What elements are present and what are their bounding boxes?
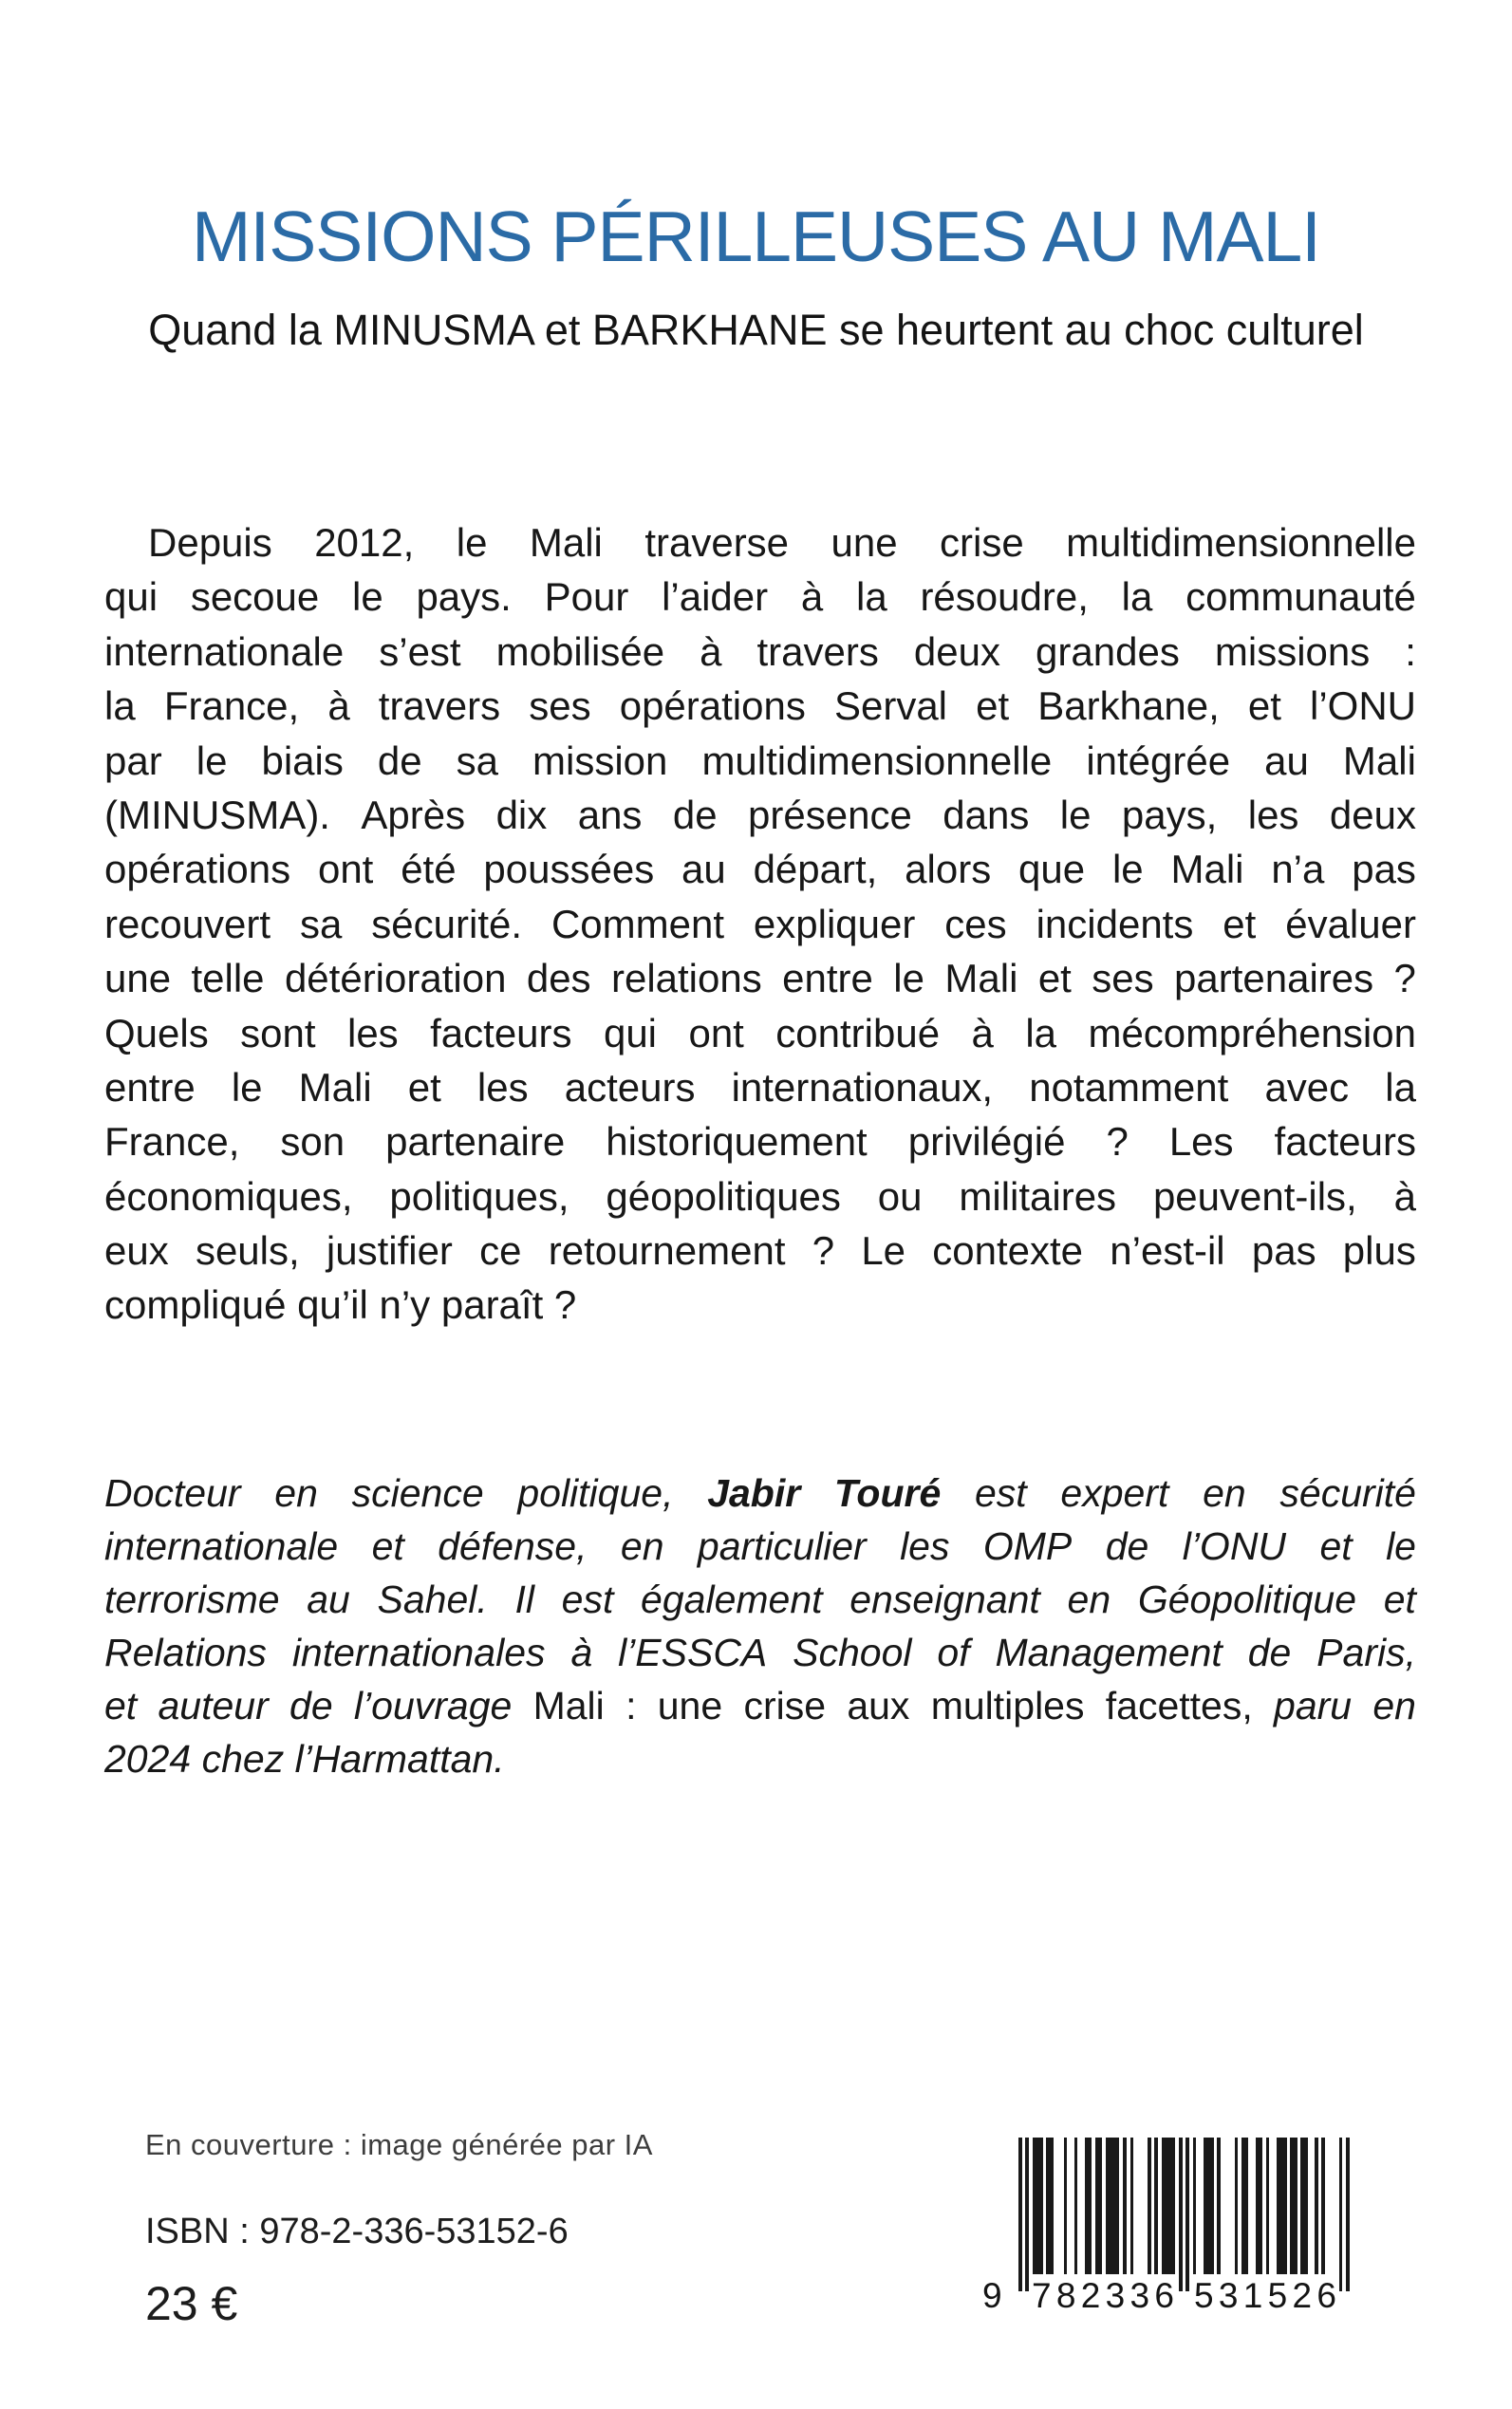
word: Pour [544, 574, 629, 620]
word: dans [943, 792, 1030, 837]
word: science [351, 1471, 484, 1515]
word: une [831, 520, 898, 565]
word: crise [940, 520, 1024, 565]
word: mécompréhension [1088, 1010, 1416, 1055]
word: (MINUSMA). [104, 792, 330, 837]
word: n’a [1271, 847, 1325, 892]
word: partenaires [1174, 956, 1374, 1001]
word: relations [610, 956, 762, 1001]
word: sont [240, 1010, 316, 1055]
word: des [526, 956, 591, 1001]
word: à [570, 1631, 593, 1674]
author-bio-paragraph [104, 1471, 1416, 1790]
word: ces [944, 901, 1007, 946]
word: Depuis [148, 520, 272, 565]
word: acteurs [564, 1064, 696, 1110]
word: le [1111, 847, 1144, 892]
word: OMP [982, 1524, 1073, 1568]
word: mission [532, 738, 668, 783]
text-line [104, 629, 1416, 683]
word: alors [905, 847, 992, 892]
word: le [352, 574, 383, 620]
word: facteurs [1274, 1119, 1416, 1165]
word: est [561, 1578, 614, 1621]
word: Géopolitique [1137, 1578, 1357, 1621]
word: de [1247, 1631, 1292, 1674]
word: le [456, 520, 488, 565]
word: grandes [1036, 628, 1180, 674]
word: le [196, 738, 228, 783]
word: évaluer [1285, 901, 1416, 946]
word: à [971, 1010, 994, 1055]
word: détérioration [284, 956, 507, 1001]
word: été [401, 847, 457, 892]
word: intégrée [1086, 738, 1231, 783]
word: à [327, 683, 350, 729]
word: de [672, 792, 718, 837]
word: mobilisée [495, 628, 665, 674]
isbn-text: ISBN : 978-2-336-53152-6 [145, 2212, 569, 2251]
word: la [104, 683, 136, 729]
word: et [371, 1524, 404, 1568]
word: présence [748, 792, 912, 837]
text-line [104, 683, 1416, 738]
word: pays, [1121, 792, 1218, 837]
word: Mali [532, 1684, 605, 1727]
barcode-bars [1018, 2138, 1350, 2291]
word: Mali [944, 956, 1018, 1001]
word: communauté [1185, 574, 1416, 620]
word: que [1018, 847, 1086, 892]
word: la [1025, 1010, 1057, 1055]
word: expert [1060, 1471, 1169, 1515]
word: partenaire [385, 1119, 566, 1165]
barcode-digit-group2 [1194, 2276, 1336, 2316]
word: historiquement [606, 1119, 868, 1165]
word: Management [995, 1631, 1223, 1674]
word: économiques, [104, 1173, 353, 1219]
ean13-barcode [982, 2138, 1350, 2327]
word: School [793, 1631, 912, 1674]
word: enseignant [849, 1578, 1040, 1621]
word: internationale [104, 628, 345, 674]
word: notamment [1029, 1064, 1229, 1110]
word: l’ONU [1310, 683, 1416, 729]
word: de [1105, 1524, 1149, 1568]
word: peuvent-ils, [1152, 1173, 1357, 1219]
word: : [625, 1684, 637, 1727]
word: multiples [930, 1684, 1085, 1727]
word: défense, [438, 1524, 588, 1568]
text-line [104, 902, 1416, 956]
word: ans [577, 792, 643, 837]
word: ? [812, 1228, 835, 1274]
word: deux [1329, 792, 1416, 837]
word: une [104, 956, 172, 1001]
word: eux [104, 1228, 169, 1274]
word: paru [1274, 1684, 1353, 1727]
word: incidents [1036, 901, 1194, 946]
word: justifier [326, 1228, 453, 1274]
word: avec [1264, 1064, 1350, 1110]
word: Relations [104, 1631, 267, 1674]
word: ses [1092, 956, 1154, 1001]
word: à [800, 574, 824, 620]
word: est [975, 1471, 1027, 1515]
word: opérations [104, 847, 291, 892]
word: Docteur [104, 1471, 241, 1515]
word: ? [1106, 1119, 1129, 1165]
word: qui [603, 1010, 658, 1055]
word: la [855, 574, 887, 620]
cover-credit-note: En couverture : image générée par IA [145, 2128, 653, 2161]
word: et [1223, 901, 1257, 946]
word: sa [300, 901, 343, 946]
word: de [377, 738, 422, 783]
barcode-digit: 6 [1154, 2276, 1174, 2315]
word: multidimensionnelle [701, 738, 1053, 783]
word: en [1067, 1578, 1111, 1621]
word: France, [163, 683, 300, 729]
word: également [641, 1578, 823, 1621]
word: et [407, 1064, 441, 1110]
word: par [104, 738, 162, 783]
text-line [104, 1011, 1416, 1065]
word: le [1386, 1524, 1416, 1568]
word: internationales [291, 1631, 546, 1674]
word: crise [743, 1684, 827, 1727]
word: le [893, 956, 924, 1001]
word: à [1393, 1173, 1416, 1219]
word: particulier [697, 1524, 867, 1568]
barcode-digit: 3 [1129, 2276, 1150, 2315]
word: missions [1214, 628, 1371, 674]
word: plus [1342, 1228, 1416, 1274]
word: les [1247, 792, 1299, 837]
word: une [657, 1684, 723, 1727]
word: Jabir [707, 1471, 801, 1515]
text-line [104, 1119, 1416, 1173]
text-line [104, 1174, 1416, 1228]
word: Touré [833, 1471, 942, 1515]
text-line [104, 1578, 1416, 1631]
word: retournement [548, 1228, 786, 1274]
book-subtitle: Quand la MINUSMA et BARKHANE se heurtent au choc culturel [148, 306, 1364, 354]
text-line [104, 1471, 1416, 1524]
word: seuls, [195, 1228, 300, 1274]
text-line [104, 1631, 1416, 1684]
word: et [976, 683, 1010, 729]
word: deux [913, 628, 1000, 674]
word: l’ESSCA [618, 1631, 768, 1674]
word: le [1059, 792, 1092, 837]
barcode-digit: 2 [1080, 2276, 1101, 2315]
word: sécurité. [371, 901, 523, 946]
text-line [104, 574, 1416, 628]
word: expliquer [753, 901, 916, 946]
word: l’aider [662, 574, 769, 620]
text-line [104, 956, 1416, 1010]
word: Mali [1342, 738, 1416, 783]
word: Comment [551, 901, 724, 946]
word: les [900, 1524, 950, 1568]
word: auteur [158, 1684, 269, 1727]
word: ses [529, 683, 591, 729]
book-title: MISSIONS PÉRILLEUSES AU MALI [191, 196, 1321, 276]
text-line [104, 793, 1416, 847]
barcode-digit: 5 [1194, 2276, 1214, 2315]
word: pas [1352, 847, 1416, 892]
word: qui [104, 574, 159, 620]
word: et [1037, 956, 1072, 1001]
text-line [104, 1524, 1416, 1578]
word: et [1319, 1524, 1353, 1568]
word: en [620, 1524, 664, 1568]
word: Le [861, 1228, 906, 1274]
barcode-digit: 2 [1292, 2276, 1313, 2315]
text-line [104, 847, 1416, 901]
word: l’ouvrage [353, 1684, 513, 1727]
word: en [1372, 1684, 1416, 1727]
word: n’est-il [1110, 1228, 1225, 1274]
word: Il [514, 1578, 534, 1621]
word: Quels [104, 1010, 209, 1055]
barcode-digit: 8 [1055, 2276, 1076, 2315]
word: telle [191, 956, 265, 1001]
word: contexte [932, 1228, 1084, 1274]
word: pas [1251, 1228, 1316, 1274]
word: ou [877, 1173, 923, 1219]
word: entre [782, 956, 873, 1001]
price-text: 23 € [145, 2277, 238, 2330]
word: terrorisme [104, 1578, 280, 1621]
word: géopolitiques [606, 1173, 841, 1219]
word: ont [688, 1010, 744, 1055]
word: Les [1168, 1119, 1234, 1165]
text-line [104, 1228, 1416, 1282]
word: travers [756, 628, 879, 674]
word: la [1385, 1064, 1416, 1110]
word: politique, [517, 1471, 674, 1515]
word: résoudre, [920, 574, 1089, 620]
word: traverse [644, 520, 790, 565]
word: l’ONU [1182, 1524, 1287, 1568]
word: travers [378, 683, 501, 729]
word: en [1203, 1471, 1246, 1515]
word: ce [479, 1228, 522, 1274]
word: sécurité [1279, 1471, 1416, 1515]
word: la [1121, 574, 1153, 620]
word: au [681, 847, 726, 892]
barcode-digit-group1 [1032, 2276, 1174, 2316]
word: poussées [483, 847, 655, 892]
text-line: 2024 chez l’Harmattan. [104, 1737, 505, 1781]
text-line [104, 1065, 1416, 1119]
word: militaires [959, 1173, 1117, 1219]
word: les [346, 1010, 399, 1055]
word: internationale [104, 1524, 339, 1568]
word: of [937, 1631, 970, 1674]
barcode-digit-lead: 9 [982, 2276, 1002, 2315]
word: facettes, [1105, 1684, 1253, 1727]
word: Mali [529, 520, 603, 565]
word: privilégié [907, 1119, 1066, 1165]
word: : [1405, 628, 1416, 674]
word: Paris, [1316, 1631, 1416, 1674]
barcode-digit: 6 [1316, 2276, 1336, 2315]
word: Barkhane, [1037, 683, 1220, 729]
word: à [700, 628, 722, 674]
word: au [307, 1578, 350, 1621]
word: et [1383, 1578, 1416, 1621]
word: en [274, 1471, 318, 1515]
word: sa [456, 738, 498, 783]
word: multidimensionnelle [1066, 520, 1416, 565]
text-line [104, 738, 1416, 793]
word: ont [317, 847, 374, 892]
word: biais [261, 738, 344, 783]
barcode-digit: 7 [1032, 2276, 1052, 2315]
barcode-digit: 3 [1105, 2276, 1126, 2315]
word: s’est [379, 628, 461, 674]
word: aux [847, 1684, 910, 1727]
word: Mali [1170, 847, 1244, 892]
text-line [104, 1684, 1416, 1737]
synopsis-paragraph [104, 520, 1416, 1337]
word: internationaux, [731, 1064, 994, 1110]
barcode-digit: 1 [1242, 2276, 1263, 2315]
word: et [1247, 683, 1281, 729]
word: France, [104, 1119, 240, 1165]
word: ? [1393, 956, 1416, 1001]
text-line [104, 520, 1416, 574]
word: contribué [775, 1010, 941, 1055]
word: et [104, 1684, 138, 1727]
word: politiques, [389, 1173, 569, 1219]
word: les [476, 1064, 529, 1110]
word: Après [361, 792, 466, 837]
word: dix [495, 792, 548, 837]
barcode-digit: 3 [1218, 2276, 1239, 2315]
word: pays. [416, 574, 512, 620]
word: entre [104, 1064, 196, 1110]
word: recouvert [104, 901, 271, 946]
word: au [1264, 738, 1309, 783]
word: 2012, [314, 520, 415, 565]
barcode-digits [982, 2276, 1350, 2318]
word: Serval [833, 683, 948, 729]
word: Mali [298, 1064, 372, 1110]
barcode-bar [1346, 2138, 1350, 2291]
text-line: compliqué qu’il n’y paraît ? [104, 1282, 577, 1328]
word: de [289, 1684, 333, 1727]
word: départ, [753, 847, 878, 892]
barcode-digit: 5 [1267, 2276, 1288, 2315]
word: le [231, 1064, 263, 1110]
word: son [280, 1119, 345, 1165]
word: facteurs [430, 1010, 572, 1055]
word: Sahel. [377, 1578, 488, 1621]
word: opérations [619, 683, 806, 729]
word: secoue [190, 574, 320, 620]
